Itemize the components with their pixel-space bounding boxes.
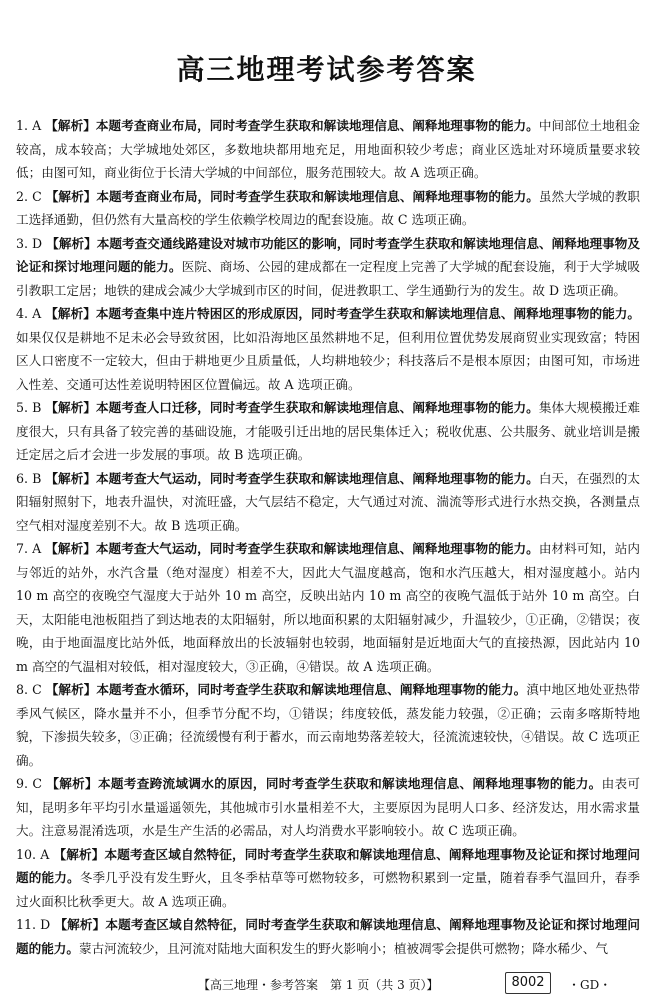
- analysis-body: 如果仅仅是耕地不足未必会导致贫困，比如沿海地区虽然耕地不足，但利用位置优势发展商贸业实现致富；特困区人口密度不一定较大，但由于耕地更少且质量低，人均耕地较少；科技落后不是根本原因；由图可知，市场进入性差、交通可达性差说明特困区位置偏远。故 A 选项正确。: [16, 329, 640, 392]
- analysis-lead: 本题考查大气运动，同时考查学生获取和解读地理信息、阐释地理事物的能力。: [96, 470, 539, 486]
- answer-item: [16, 185, 640, 232]
- answer-item: [16, 843, 640, 914]
- answer-number: 4. A: [16, 306, 42, 321]
- analysis-lead: 本题考查水循环，同时考查学生获取和解读地理信息、阐释地理事物的能力。: [96, 682, 527, 697]
- answer-item: [16, 537, 640, 678]
- analysis-tag: 【解析】: [46, 235, 97, 251]
- analysis-tag: 【解析】: [45, 400, 97, 415]
- analysis-body: 虽然大学城的教职工选择通勤，但仍然有大量高校的学生依赖学校周边的配套设施。故 C 选项正确。: [16, 188, 641, 227]
- analysis-tag: 【解析】: [45, 188, 97, 204]
- answer-list: [16, 114, 640, 960]
- answer-number: 6. B: [16, 470, 42, 486]
- answer-item: [16, 396, 640, 467]
- footer-mark: ・GD・: [568, 978, 612, 992]
- analysis-body: 中间部位土地租金较高，成本较高；大学城地处郊区，多数地块都用地充足，用地面积较少考虑；商业区选址对环境质量要求较低；由图可知，商业街位于长清大学城的中间部位，服务范围较大。故 A 选项正确。: [16, 118, 641, 180]
- analysis-tag: 【解析】: [45, 470, 97, 486]
- footer-text: 【高三地理・参考答案 第 1 页（共 3 页）】: [198, 978, 439, 992]
- analysis-lead: 本题考查大气运动，同时考查学生获取和解读地理信息、阐释地理事物的能力。: [95, 541, 539, 556]
- answer-number: 8. C: [16, 682, 42, 697]
- analysis-tag: 【解析】: [45, 306, 96, 321]
- page-title: 高三地理考试参考答案: [176, 53, 477, 86]
- analysis-lead: 本题考查集中连片特困区的形成原因，同时考查学生获取和解读地理信息、阐释地理事物的能力。: [95, 306, 641, 321]
- answer-item: [16, 678, 640, 772]
- analysis-body: 冬季几乎没有发生野火，且冬季枯草等可燃物较多，可燃物积累到一定量，随着春季气温回升，春季过火面积比秋季更大。故 A 选项正确。: [16, 870, 641, 909]
- answer-item: [16, 467, 640, 538]
- answer-number: 1. A: [16, 118, 42, 133]
- analysis-lead: 本题考查交通线路建设对城市功能区的影响，同时考查学生获取和解读地理信息、阐释地理事物及论证和探讨地理问题的能力。: [16, 235, 641, 274]
- answer-number: 5. B: [16, 400, 42, 415]
- analysis-tag: 【解析】: [45, 118, 96, 133]
- analysis-body: 由材料可知，站内与邻近的站外，水汽含量（绝对湿度）相差不大，因此大气温度越高，饱和水汽压越大，相对湿度越小。站内 10 m 高空的夜晚空气湿度大于站外 10 m 高空，反映出站内 10 m 高空的夜晚气温低于站外 10 m 高空。白天，太阳能电池板阻挡了到达地表的太阳辐射，所以地面积累的太阳辐射减少，升温较少，①正确，②错误；夜晚，由于地面温度比站外低，地面释放出的长波辐射也较弱，地面辐射是近地面大气的直接热源，因此站内 10 m 高空的气温相对较低，相对湿度较大，③正确，④错误。故 A 选项正确。: [16, 541, 641, 674]
- analysis-body: 滇中地区地处亚热带季风气候区，降水量并不小，但季节分配不均，①错误；纬度较低，蒸发能力较强，②正确；云南多喀斯特地貌，下渗损失较多，③正确；径流缓慢有利于蓄水，而云南地势落差较大，径流流速较快，④错误。故 C 选项正确。: [16, 682, 641, 768]
- answer-number: 7. A: [16, 541, 42, 556]
- paper-code-badge: 8002: [505, 972, 551, 994]
- answer-number: 10. A: [16, 846, 50, 862]
- answer-number: 2. C: [16, 188, 42, 204]
- analysis-lead: 本题考查区域自然特征，同时考查学生获取和解读地理信息、阐释地理事物及论证和探讨地理问题的能力。: [16, 846, 641, 885]
- answer-number: 3. D: [16, 235, 43, 251]
- analysis-lead: 本题考查区域自然特征，同时考查学生获取和解读地理信息、阐释地理事物及论证和探讨地理问题的能力。: [16, 917, 641, 956]
- answer-item: [16, 232, 640, 303]
- analysis-tag: 【解析】: [53, 846, 105, 862]
- page-footer: [0, 972, 653, 998]
- analysis-tag: 【解析】: [45, 682, 97, 697]
- analysis-lead: 本题考查商业布局，同时考查学生获取和解读地理信息、阐释地理事物的能力。: [95, 118, 539, 133]
- answer-item: [16, 913, 640, 960]
- analysis-lead: 本题考查商业布局，同时考查学生获取和解读地理信息、阐释地理事物的能力。: [96, 188, 539, 204]
- analysis-tag: 【解析】: [46, 776, 98, 791]
- answer-item: [16, 302, 640, 396]
- analysis-body: 集体大规模搬迁难度很大，只有具备了较完善的基础设施，才能吸引迁出地的居民集体迁入；税收优惠、公共服务、就业培训是搬迁定居之后才会进一步发展的事项。故 B 选项正确。: [16, 400, 641, 462]
- answer-number: 11. D: [16, 917, 51, 932]
- answer-item: [16, 772, 640, 843]
- analysis-body: 蒙古河流较少，且河流对陆地大面积发生的野火影响小；植被凋零会提供可燃物；降水稀少、气: [78, 940, 608, 956]
- analysis-lead: 本题考查人口迁移，同时考查学生获取和解读地理信息、阐释地理事物的能力。: [96, 400, 539, 415]
- analysis-tag: 【解析】: [45, 541, 96, 556]
- analysis-body: 白天，在强烈的太阳辐射照射下，地表升温快，对流旺盛，大气层结不稳定，大气通过对流、湍流等形式进行水热交换，各测量点空气相对湿度差别不大。故 B 选项正确。: [16, 470, 641, 533]
- analysis-tag: 【解析】: [54, 917, 106, 932]
- analysis-body: 医院、商场、公园的建成都在一定程度上完善了大学城的配套设施，利于大学城吸引教职工定居；地铁的建成会减少大学城到市区的时间，促进教职工、学生通勤行为的发生。故 D 选项正确。: [16, 259, 641, 298]
- answer-item: [16, 114, 640, 185]
- analysis-body: 由表可知，昆明多年平均引水量遥遥领先，其他城市引水量相差不大，主要原因为昆明人口多、经济发达，用水需求量大。注意易混淆选项，水是生产生活的必需品，对人均消费水平影响较小。故 C 选项正确。: [16, 776, 641, 838]
- analysis-lead: 本题考查跨流域调水的原因，同时考查学生获取和解读地理信息、阐释地理事物的能力。: [97, 776, 602, 791]
- answer-number: 9. C: [16, 776, 42, 791]
